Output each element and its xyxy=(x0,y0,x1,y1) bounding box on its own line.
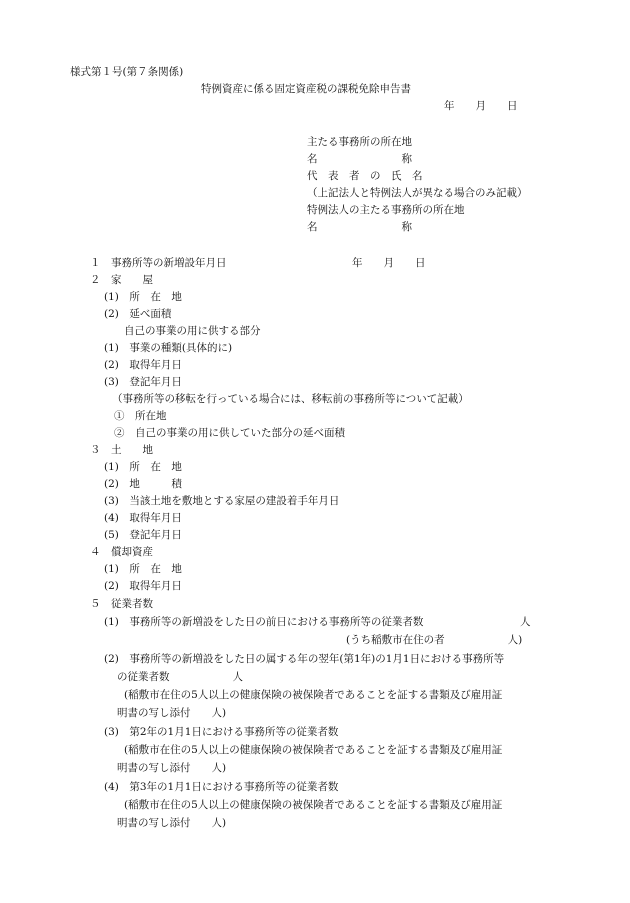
special-name-label: 名 称 xyxy=(307,221,412,233)
representative-label: 代 表 者 の 氏 名 xyxy=(307,170,423,182)
section-2-own-use: 自己の事業の用に供する部分 xyxy=(124,325,261,337)
section-5-item-4-note-1: (稲敷市在住の5人以上の健康保険の被保険者であることを証する書類及び雇用証 xyxy=(124,799,503,811)
applicant-address-label: 主たる事務所の所在地 xyxy=(307,136,412,148)
section-2-own-1: (1) 事業の種類(具体的に) xyxy=(104,342,233,354)
section-1-date: 年 月 日 xyxy=(352,257,426,269)
section-2-own-3: (3) 登記年月日 xyxy=(104,376,182,388)
section-5-item-1: (1) 事務所等の新増設をした日の前日における事務所等の従業者数 xyxy=(104,616,424,628)
section-5-heading: ５ 従業者数 xyxy=(90,598,153,610)
section-2-move-1: ① 所在地 xyxy=(114,410,167,422)
submission-date: 年 月 日 xyxy=(444,100,518,112)
section-5-item-2: (2) 事務所等の新増設をした日の属する年の翌年(第1年)の1月1日における事務所等 xyxy=(104,653,505,665)
document-title: 特例資産に係る固定資産税の課税免除申告書 xyxy=(201,83,411,95)
section-5-item-1-unit: 人 xyxy=(520,616,531,628)
section-5-item-2-note-2: 明書の写し添付 人) xyxy=(117,707,227,719)
section-2-own-2: (2) 取得年月日 xyxy=(104,359,182,371)
special-address-label: 特例法人の主たる事務所の所在地 xyxy=(307,204,465,216)
section-2-heading: ２ 家 屋 xyxy=(90,274,153,286)
section-3-item-1: (1) 所 在 地 xyxy=(104,461,182,473)
section-4-item-2: (2) 取得年月日 xyxy=(104,580,182,592)
section-2-item-1: (1) 所 在 地 xyxy=(104,291,182,303)
section-5-item-2-cont: の従業者数 人 xyxy=(117,671,243,683)
section-5-item-3-note-2: 明書の写し添付 人) xyxy=(117,762,227,774)
section-2-move-note: （事務所等の移転を行っている場合には、移転前の事務所等について記載） xyxy=(112,393,469,405)
form-label: 様式第１号(第７条関係) xyxy=(70,66,184,78)
section-4-item-1: (1) 所 在 地 xyxy=(104,563,182,575)
applicant-note: （上記法人と特例法人が異なる場合のみ記載） xyxy=(307,187,528,199)
section-3-item-3: (3) 当該土地を敷地とする家屋の建設着手年月日 xyxy=(104,495,340,507)
section-1-heading: １ 事務所等の新増設年月日 xyxy=(90,257,227,269)
section-3-item-5: (5) 登記年月日 xyxy=(104,529,182,541)
section-3-item-4: (4) 取得年月日 xyxy=(104,512,182,524)
section-5-item-4-note-2: 明書の写し添付 人) xyxy=(117,817,227,829)
section-4-heading: ４ 償却資産 xyxy=(90,546,153,558)
section-5-item-2-note-1: (稲敷市在住の5人以上の健康保険の被保険者であることを証する書類及び雇用証 xyxy=(124,689,503,701)
section-3-item-2: (2) 地 積 xyxy=(104,478,182,490)
section-3-heading: ３ 土 地 xyxy=(90,444,153,456)
section-2-move-2: ② 自己の事業の用に供していた部分の延べ面積 xyxy=(114,427,345,439)
section-2-item-2: (2) 延べ面積 xyxy=(104,308,172,320)
section-5-item-3: (3) 第2年の1月1日における事務所等の従業者数 xyxy=(104,726,339,738)
section-5-item-1-note: (うち稲敷市在住の者 人) xyxy=(346,634,523,646)
applicant-name-label: 名 称 xyxy=(307,153,412,165)
section-5-item-3-note-1: (稲敷市在住の5人以上の健康保険の被保険者であることを証する書類及び雇用証 xyxy=(124,744,503,756)
section-5-item-4: (4) 第3年の1月1日における事務所等の従業者数 xyxy=(104,781,339,793)
